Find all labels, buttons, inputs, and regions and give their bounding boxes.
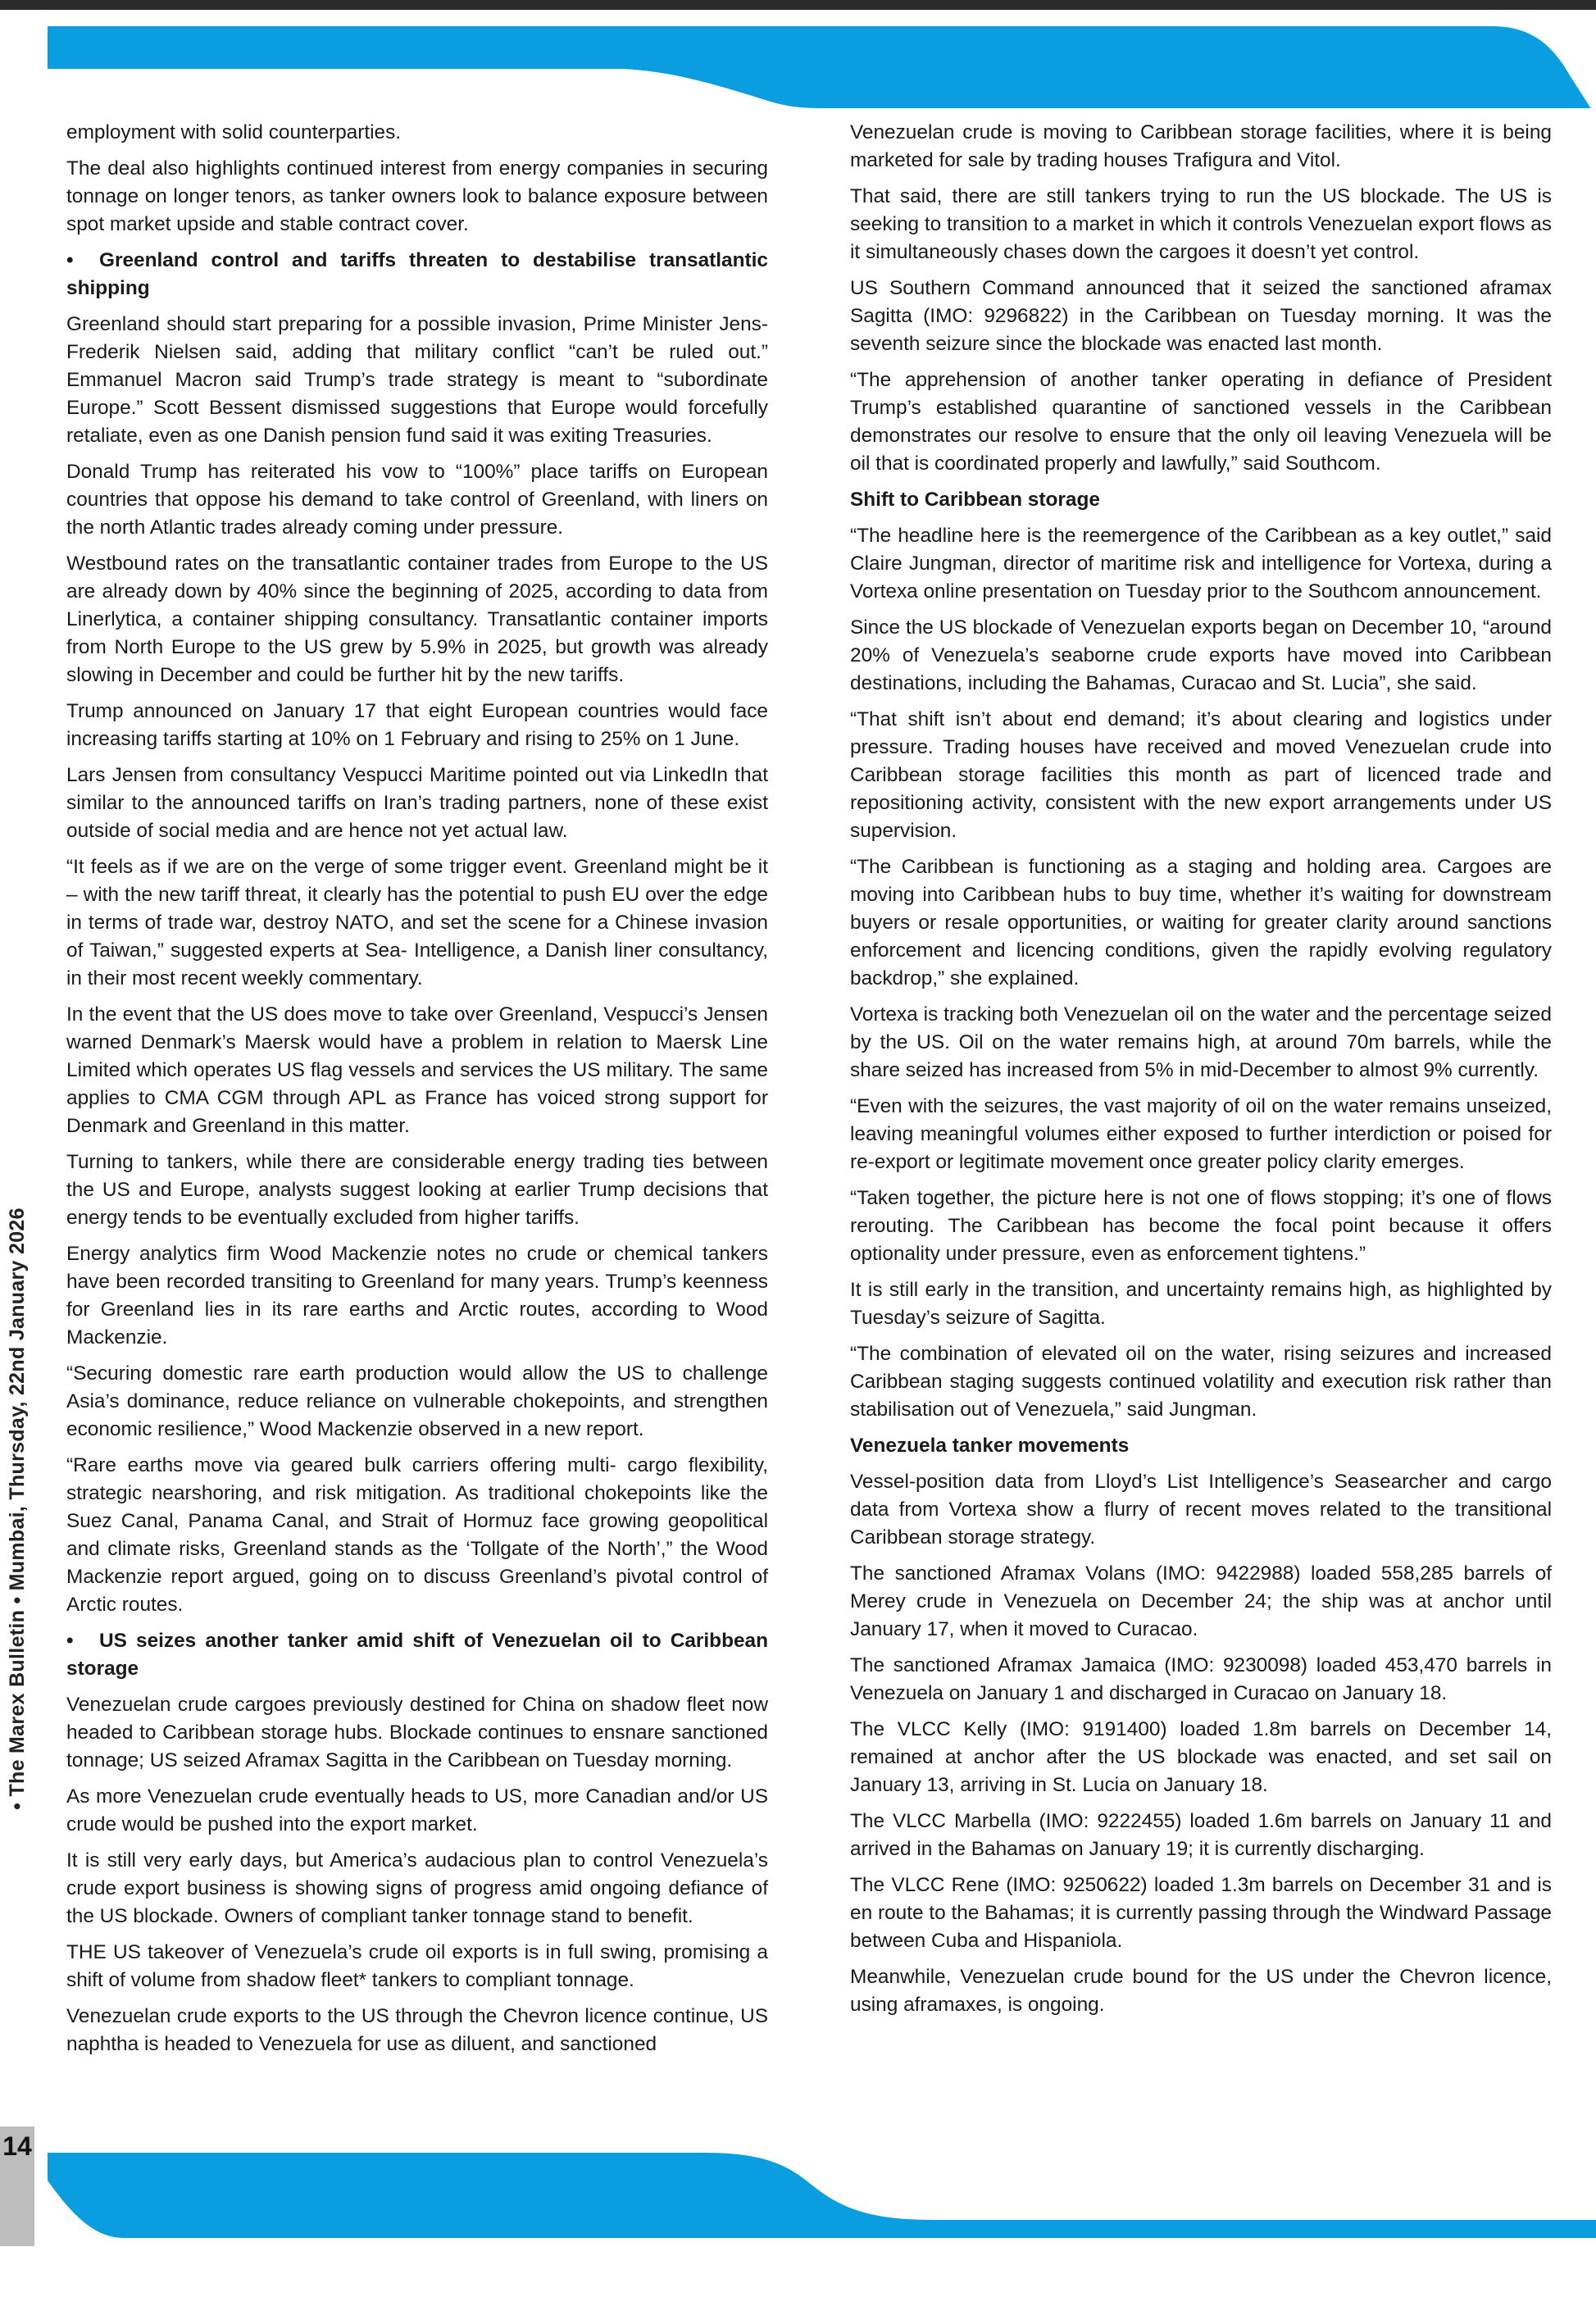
paragraph: “Even with the seizures, the vast majority of oil on the water remains unseized, leaving meaningful volumes either exposed to further interdiction or poised for re-export or legitimate movement once greater policy clarity emerges. <box>850 1095 1552 1173</box>
bullet-icon: • <box>66 1630 74 1652</box>
paragraph: THE US takeover of Venezuela’s crude oil exports is in full swing, promising a shift of volume from shadow fleet* tankers to compliant tonnage. <box>66 1941 768 1991</box>
footer-wave-band <box>0 2148 1596 2238</box>
publication-info: • The Marex Bulletin • Mumbai, Thursday, 22nd January 2026 <box>5 1207 29 1810</box>
subheading-caribbean-storage: Shift to Caribbean storage <box>850 489 1100 511</box>
section-heading-greenland <box>66 247 768 302</box>
paragraph: Meanwhile, Venezuelan crude bound for the US under the Chevron licence, using aframaxes, is ongoing. <box>850 1966 1552 2016</box>
paragraph: The VLCC Kelly (IMO: 9191400) loaded 1.8m barrels on December 14, remained at anchor after the US blockade was enacted, and set sail on January 13, arriving in St. Lucia on January 18. <box>850 1718 1552 1796</box>
paragraph: Greenland should start preparing for a possible invasion, Prime Minister Jens-Frederik Nielsen said, adding that military conflict “can’t be ruled out.” Emmanuel Macron said Trump’s trade strategy is meant to “subordinate Europe.” Scott Bessent dismissed suggestions that Europe would forcefully retaliate, even as one Danish pension fund said it was exiting Treasuries. <box>66 313 768 447</box>
side-publication-strip <box>0 894 34 2123</box>
heading-text: US seizes another tanker amid shift of Venezuelan oil to Caribbean storage <box>66 1630 768 1680</box>
paragraph: Donald Trump has reiterated his vow to “100%” place tariffs on European countries that oppose his demand to take control of Greenland, with liners on the north Atlantic trades already coming under pressure. <box>66 461 768 539</box>
paragraph: The sanctioned Aframax Jamaica (IMO: 9230098) loaded 453,470 barrels in Venezuela on January 1 and discharged in Curacao on January 18. <box>850 1654 1552 1704</box>
bullet-icon: • <box>66 249 74 271</box>
paragraph: Venezuelan crude is moving to Caribbean storage facilities, where it is being marketed for sale by trading houses Trafigura and Vitol. <box>850 121 1552 171</box>
paragraph: Trump announced on January 17 that eight European countries would face increasing tariffs starting at 10% on 1 February and rising to 25% on 1 June. <box>66 700 768 750</box>
subheading-tanker-movements: Venezuela tanker movements <box>850 1435 1130 1457</box>
paragraph: Lars Jensen from consultancy Vespucci Maritime pointed out via LinkedIn that similar to the announced tariffs on Iran’s trading partners, none of these exist outside of social media and are hence not yet actual law. <box>66 764 768 842</box>
paragraph: The sanctioned Aframax Volans (IMO: 9422988) loaded 558,285 barrels of Merey crude in Venezuela on December 24; the ship was at anchor until January 17, when it moved to Curacao. <box>850 1562 1552 1640</box>
paragraph: Venezuelan crude exports to the US through the Chevron licence continue, US naphtha is headed to Venezuela for use as diluent, and sanctioned <box>66 2005 768 2055</box>
section-heading-us-seizes <box>66 1627 768 1683</box>
footer-wave-shape <box>48 2153 1596 2238</box>
paragraph: US Southern Command announced that it seized the sanctioned aframax Sagitta (IMO: 9296822) in the Caribbean on Tuesday morning. It was the seventh seizure since the blockade was enacted last month. <box>850 277 1552 355</box>
paragraph: “Rare earths move via geared bulk carriers offering multi- cargo flexibility, strategic nearshoring, and risk mitigation. As traditional chokepoints like the Suez Canal, Panama Canal, and Strait of Hormuz face growing geopolitical and climate risks, Greenland stands as the ‘Tollgate of the North’,” the Wood Mackenzie report argued, going on to discuss Greenland’s pivotal control of Arctic routes. <box>66 1454 768 1616</box>
paragraph: “It feels as if we are on the verge of some trigger event. Greenland might be it – with the new tariff threat, it clearly has the potential to push EU over the edge in terms of trade war, destroy NATO, and set the scene for a Chinese invasion of Taiwan,” suggested experts at Sea- Intelligence, a Danish liner consultancy, in their most recent weekly commentary. <box>66 856 768 989</box>
right-column <box>850 119 1552 2027</box>
paragraph: Venezuelan crude cargoes previously destined for China on shadow fleet now headed to Caribbean storage hubs. Blockade continues to ensnare sanctioned tonnage; US seized Aframax Sagitta in the Caribbean on Tuesday morning. <box>66 1694 768 1772</box>
paragraph: “Securing domestic rare earth production would allow the US to challenge Asia’s dominance, reduce reliance on vulnerable chokepoints, and strengthen economic resilience,” Wood Mackenzie observed in a new report. <box>66 1362 768 1440</box>
page-number: 14 <box>2 2131 32 2161</box>
paragraph: “The combination of elevated oil on the water, rising seizures and increased Caribbean staging suggests continued volatility and execution risk rather than stabilisation out of Venezuela,” said Jungman. <box>850 1343 1552 1421</box>
paragraph: Vortexa is tracking both Venezuelan oil on the water and the percentage seized by the US. Oil on the water remains high, at around 70m barrels, while the share seized has increased from 5% in mid-December to almost 9% currently. <box>850 1003 1552 1081</box>
header-wave-band <box>0 10 1596 108</box>
paragraph: It is still early in the transition, and uncertainty remains high, as highlighted by Tuesday’s seizure of Sagitta. <box>850 1279 1552 1329</box>
paragraph: “Taken together, the picture here is not one of flows stopping; it’s one of flows rerouting. The Caribbean has become the focal point because it offers optionality under pressure, even as enforcement tightens.” <box>850 1187 1552 1265</box>
paragraph: employment with solid counterparties. <box>66 121 402 143</box>
paragraph: The VLCC Rene (IMO: 9250622) loaded 1.3m barrels on December 31 and is en route to the Bahamas; it is currently passing through the Windward Passage between Cuba and Hispaniola. <box>850 1874 1552 1952</box>
paragraph: “The apprehension of another tanker operating in defiance of President Trump’s established quarantine of sanctioned vessels in the Caribbean demonstrates our resolve to ensure that the only oil leaving Venezuela will be oil that is coordinated properly and lawfully,” said Southcom. <box>850 369 1552 475</box>
paragraph: “The Caribbean is functioning as a staging and holding area. Cargoes are moving into Caribbean hubs to buy time, whether it’s waiting for downstream buyers or resale opportunities, or waiting for greater clarity around sanctions enforcement and licencing conditions, given the rapidly evolving regulatory backdrop,” she explained. <box>850 856 1552 989</box>
paragraph: The deal also highlights continued interest from energy companies in securing tonnage on longer tenors, as tanker owners look to balance exposure between spot market upside and stable contract cover. <box>66 157 768 235</box>
paragraph: In the event that the US does move to take over Greenland, Vespucci’s Jensen warned Denmark’s Maersk would have a problem in relation to Maersk Line Limited which operates US flag vessels and services the US military. The same applies to CMA CGM through APL as France has voiced strong support for Denmark and Greenland in this matter. <box>66 1003 768 1137</box>
paragraph: It is still very early days, but America’s audacious plan to control Venezuela’s crude export business is showing signs of progress amid ongoing defiance of the US blockade. Owners of compliant tanker tonnage stand to benefit. <box>66 1849 768 1927</box>
paragraph: “The headline here is the reemergence of the Caribbean as a key outlet,” said Claire Jungman, director of maritime risk and intelligence for Vortexa, during a Vortexa online presentation on Tuesday prior to the Southcom announcement. <box>850 525 1552 603</box>
left-column <box>66 119 768 2067</box>
paragraph: Vessel-position data from Lloyd’s List Intelligence’s Seasearcher and cargo data from Vortexa show a flurry of recent moves related to the transitional Caribbean storage strategy. <box>850 1471 1552 1549</box>
paragraph: The VLCC Marbella (IMO: 9222455) loaded 1.6m barrels on January 11 and arrived in the Bahamas on January 19; it is currently discharging. <box>850 1810 1552 1860</box>
top-rule <box>0 0 1596 10</box>
paragraph: Westbound rates on the transatlantic container trades from Europe to the US are already down by 40% since the beginning of 2025, according to data from Linerlytica, a container shipping consultancy. Transatlantic container imports from North Europe to the US grew by 5.9% in 2025, but growth was already slowing in December and could be further hit by the new tariffs. <box>66 553 768 686</box>
paragraph: “That shift isn’t about end demand; it’s about clearing and logistics under pressure. Trading houses have received and moved Venezuelan crude into Caribbean storage facilities this month as part of licenced trade and repositioning activity, consistent with the new export arrangements under US supervision. <box>850 708 1552 842</box>
paragraph: Since the US blockade of Venezuelan exports began on December 10, “around 20% of Venezuela’s seaborne crude exports have moved into Caribbean destinations, including the Bahamas, Curacao and St. Lucia”, she said. <box>850 616 1552 694</box>
paragraph: That said, there are still tankers trying to run the US blockade. The US is seeking to transition to a market in which it controls Venezuelan export flows as it simultaneously chases down the cargoes it doesn’t yet control. <box>850 185 1552 263</box>
paragraph: As more Venezuelan crude eventually heads to US, more Canadian and/or US crude would be pushed into the export market. <box>66 1785 768 1835</box>
header-wave-shape <box>48 26 1596 108</box>
paragraph: Energy analytics firm Wood Mackenzie notes no crude or chemical tankers have been recorded transiting to Greenland for many years. Trump’s keenness for Greenland lies in its rare earths and Arctic routes, according to Wood Mackenzie. <box>66 1243 768 1349</box>
paragraph: Turning to tankers, while there are considerable energy trading ties between the US and Europe, analysts suggest looking at earlier Trump decisions that energy tends to be eventually excluded from higher tariffs. <box>66 1151 768 1229</box>
heading-text: Greenland control and tariffs threaten to destabilise transatlantic shipping <box>66 249 768 299</box>
